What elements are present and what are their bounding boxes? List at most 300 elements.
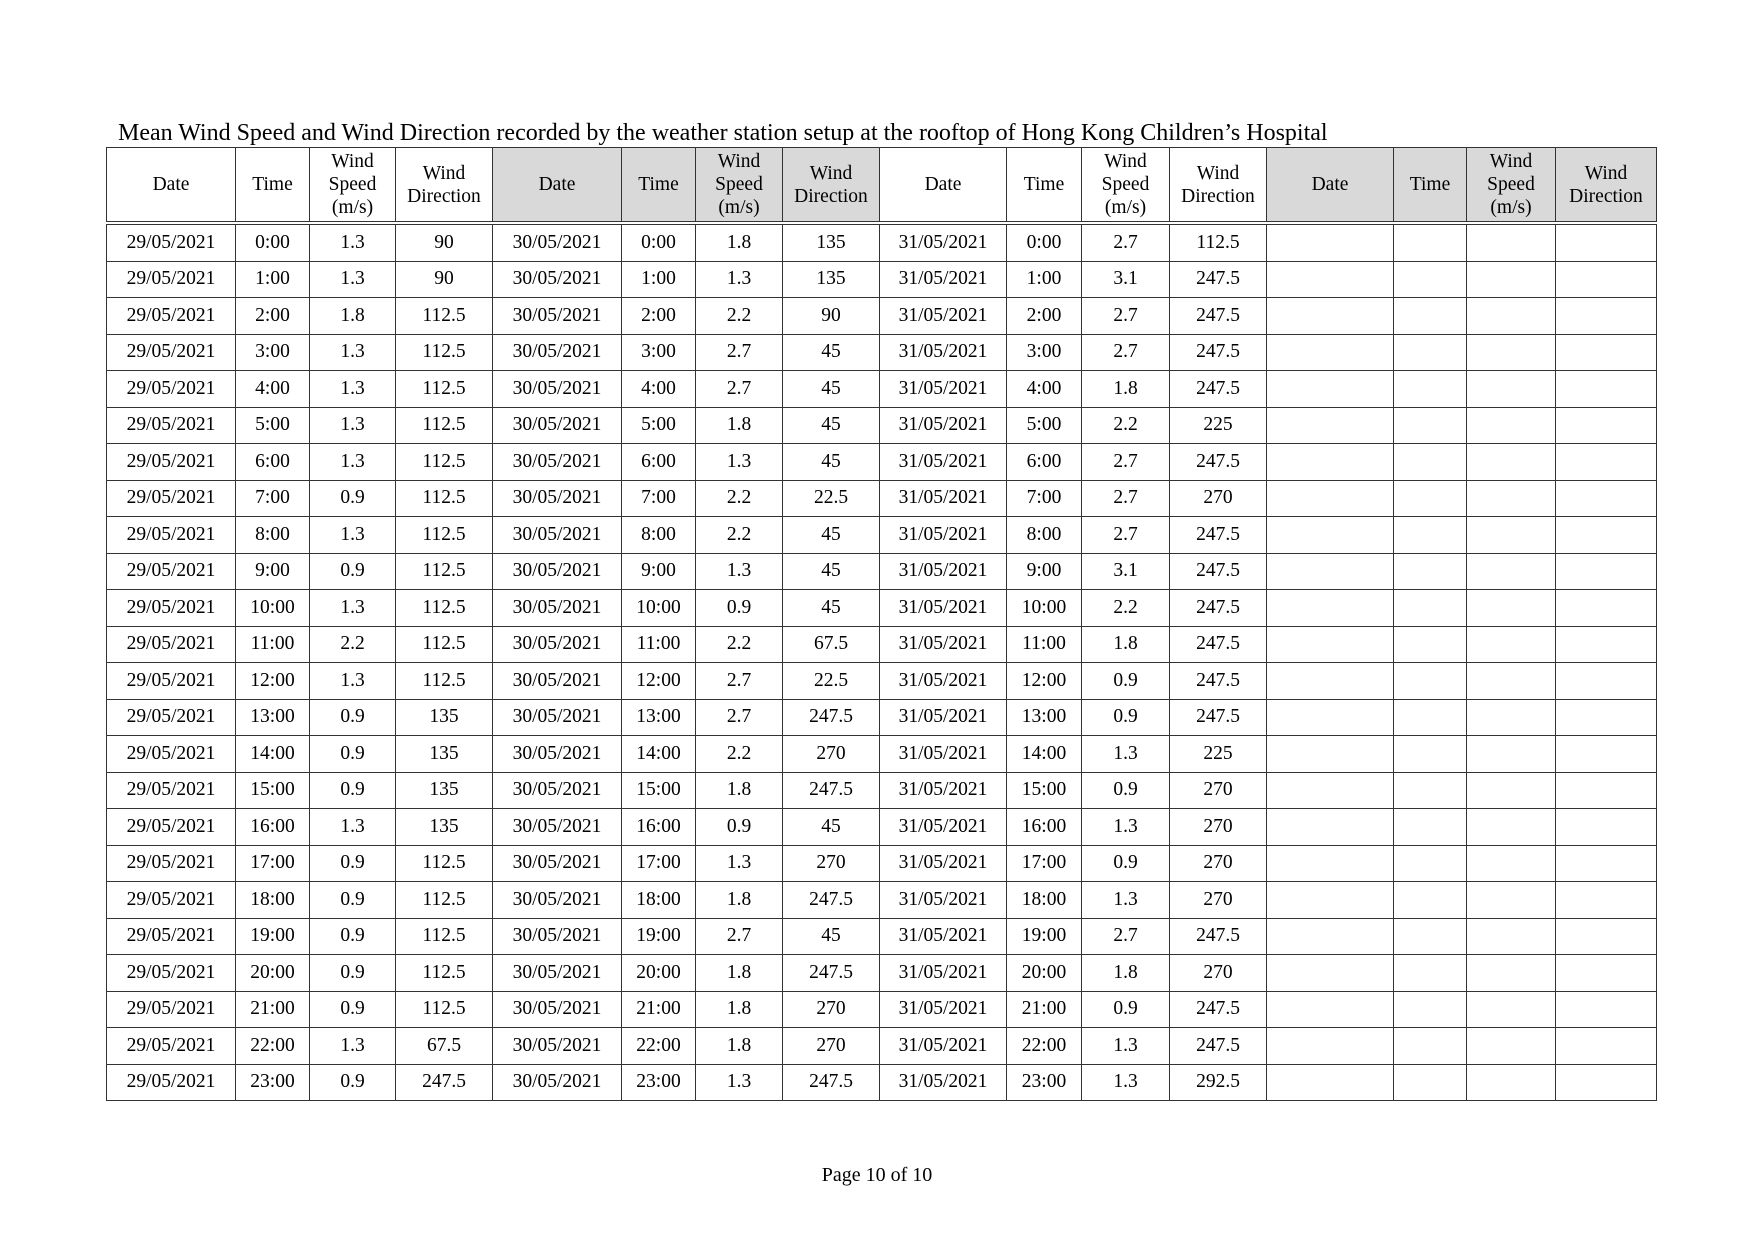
time-cell: 15:00 — [236, 772, 310, 809]
date-cell — [1267, 955, 1394, 992]
wind-direction-cell: 112.5 — [396, 517, 493, 554]
date-cell: 29/05/2021 — [107, 772, 236, 809]
date-cell: 30/05/2021 — [493, 517, 622, 554]
page-number: Page 10 of 10 — [821, 1164, 933, 1186]
wind-speed-cell: 1.3 — [1082, 1028, 1170, 1065]
time-cell — [1394, 553, 1467, 590]
header-wind-speed: Wind Speed (m/s) — [1082, 148, 1170, 224]
time-cell — [1394, 882, 1467, 919]
wind-direction-cell: 135 — [396, 736, 493, 773]
date-cell — [1267, 223, 1394, 261]
date-cell: 29/05/2021 — [107, 699, 236, 736]
wind-speed-cell: 1.3 — [310, 223, 396, 261]
wind-speed-cell: 1.8 — [696, 882, 783, 919]
wind-direction-cell — [1556, 1064, 1657, 1101]
time-cell: 18:00 — [236, 882, 310, 919]
time-cell: 6:00 — [236, 444, 310, 481]
wind-direction-cell: 45 — [783, 517, 880, 554]
wind-speed-cell — [1467, 407, 1556, 444]
time-cell: 22:00 — [236, 1028, 310, 1065]
time-cell: 20:00 — [236, 955, 310, 992]
wind-speed-cell: 1.8 — [696, 955, 783, 992]
wind-speed-cell: 1.3 — [310, 444, 396, 481]
wind-direction-cell: 135 — [783, 223, 880, 261]
wind-direction-cell — [1556, 334, 1657, 371]
wind-direction-cell — [1556, 809, 1657, 846]
date-cell: 29/05/2021 — [107, 626, 236, 663]
wind-direction-cell: 112.5 — [396, 371, 493, 408]
wind-speed-cell: 0.9 — [310, 736, 396, 773]
date-cell — [1267, 444, 1394, 481]
time-cell: 23:00 — [236, 1064, 310, 1101]
wind-speed-cell: 0.9 — [1082, 663, 1170, 700]
wind-speed-cell: 1.8 — [696, 991, 783, 1028]
wind-speed-cell — [1467, 1028, 1556, 1065]
wind-speed-cell: 2.7 — [696, 663, 783, 700]
wind-speed-cell: 0.9 — [310, 882, 396, 919]
time-cell: 17:00 — [622, 845, 696, 882]
wind-speed-cell — [1467, 371, 1556, 408]
date-cell: 31/05/2021 — [880, 772, 1007, 809]
time-cell: 18:00 — [1007, 882, 1082, 919]
wind-direction-cell — [1556, 663, 1657, 700]
time-cell: 12:00 — [236, 663, 310, 700]
wind-speed-cell — [1467, 882, 1556, 919]
header-wind-speed: Wind Speed (m/s) — [310, 148, 396, 224]
header-time: Time — [1394, 148, 1467, 224]
wind-direction-cell: 270 — [783, 991, 880, 1028]
header-date: Date — [1267, 148, 1394, 224]
wind-speed-cell: 0.9 — [310, 553, 396, 590]
time-cell: 5:00 — [236, 407, 310, 444]
date-cell — [1267, 845, 1394, 882]
wind-direction-cell — [1556, 407, 1657, 444]
date-cell: 31/05/2021 — [880, 845, 1007, 882]
wind-speed-cell — [1467, 626, 1556, 663]
date-cell: 31/05/2021 — [880, 334, 1007, 371]
table-row — [107, 918, 1657, 955]
wind-speed-cell: 1.3 — [696, 261, 783, 298]
time-cell: 20:00 — [622, 955, 696, 992]
table-row — [107, 663, 1657, 700]
time-cell — [1394, 918, 1467, 955]
date-cell: 30/05/2021 — [493, 991, 622, 1028]
time-cell: 5:00 — [622, 407, 696, 444]
wind-speed-cell: 1.3 — [696, 553, 783, 590]
wind-direction-cell: 112.5 — [396, 480, 493, 517]
time-cell — [1394, 991, 1467, 1028]
time-cell: 6:00 — [1007, 444, 1082, 481]
date-cell: 31/05/2021 — [880, 882, 1007, 919]
wind-speed-cell: 0.9 — [310, 699, 396, 736]
wind-speed-cell: 1.8 — [696, 407, 783, 444]
time-cell: 11:00 — [622, 626, 696, 663]
wind-direction-cell: 112.5 — [396, 626, 493, 663]
wind-speed-cell — [1467, 663, 1556, 700]
time-cell: 23:00 — [622, 1064, 696, 1101]
time-cell: 15:00 — [622, 772, 696, 809]
wind-direction-cell: 247.5 — [783, 1064, 880, 1101]
wind-speed-cell — [1467, 955, 1556, 992]
date-cell — [1267, 772, 1394, 809]
header-wind-direction: Wind Direction — [396, 148, 493, 224]
wind-speed-cell: 0.9 — [310, 845, 396, 882]
wind-direction-cell: 247.5 — [1170, 371, 1267, 408]
header-date: Date — [107, 148, 236, 224]
time-cell: 2:00 — [622, 298, 696, 335]
date-cell — [1267, 298, 1394, 335]
wind-speed-cell: 0.9 — [1082, 991, 1170, 1028]
wind-direction-cell: 67.5 — [783, 626, 880, 663]
wind-direction-cell — [1556, 553, 1657, 590]
time-cell: 21:00 — [1007, 991, 1082, 1028]
wind-direction-cell — [1556, 298, 1657, 335]
table-row — [107, 699, 1657, 736]
wind-speed-cell: 0.9 — [310, 480, 396, 517]
wind-direction-cell: 225 — [1170, 736, 1267, 773]
wind-speed-cell: 1.3 — [310, 371, 396, 408]
wind-direction-cell: 247.5 — [783, 955, 880, 992]
table-row — [107, 955, 1657, 992]
wind-direction-cell: 270 — [1170, 955, 1267, 992]
wind-direction-cell — [1556, 480, 1657, 517]
wind-speed-cell: 0.9 — [310, 918, 396, 955]
wind-direction-cell: 247.5 — [1170, 663, 1267, 700]
wind-speed-cell: 1.3 — [696, 845, 783, 882]
date-cell: 29/05/2021 — [107, 882, 236, 919]
time-cell: 13:00 — [622, 699, 696, 736]
wind-speed-cell — [1467, 845, 1556, 882]
wind-direction-cell: 247.5 — [1170, 444, 1267, 481]
wind-direction-cell: 45 — [783, 444, 880, 481]
wind-speed-cell — [1467, 223, 1556, 261]
wind-speed-cell: 1.8 — [1082, 955, 1170, 992]
time-cell: 18:00 — [622, 882, 696, 919]
time-cell: 8:00 — [1007, 517, 1082, 554]
header-time: Time — [236, 148, 310, 224]
wind-direction-cell: 112.5 — [396, 298, 493, 335]
wind-direction-cell — [1556, 261, 1657, 298]
table-row — [107, 334, 1657, 371]
time-cell — [1394, 261, 1467, 298]
date-cell: 30/05/2021 — [493, 334, 622, 371]
date-cell: 31/05/2021 — [880, 918, 1007, 955]
wind-direction-cell: 135 — [396, 772, 493, 809]
wind-speed-cell — [1467, 553, 1556, 590]
date-cell — [1267, 517, 1394, 554]
date-cell: 29/05/2021 — [107, 1028, 236, 1065]
table-row — [107, 298, 1657, 335]
time-cell: 9:00 — [1007, 553, 1082, 590]
wind-direction-cell: 247.5 — [1170, 334, 1267, 371]
wind-direction-cell: 112.5 — [396, 955, 493, 992]
date-cell — [1267, 626, 1394, 663]
date-cell — [1267, 371, 1394, 408]
time-cell: 3:00 — [622, 334, 696, 371]
wind-direction-cell — [1556, 772, 1657, 809]
wind-direction-cell: 247.5 — [1170, 517, 1267, 554]
wind-speed-cell: 0.9 — [1082, 699, 1170, 736]
wind-direction-cell — [1556, 955, 1657, 992]
date-cell: 31/05/2021 — [880, 955, 1007, 992]
time-cell: 21:00 — [622, 991, 696, 1028]
table-row — [107, 223, 1657, 261]
time-cell: 4:00 — [622, 371, 696, 408]
wind-speed-cell: 0.9 — [310, 1064, 396, 1101]
date-cell — [1267, 699, 1394, 736]
wind-speed-cell — [1467, 298, 1556, 335]
wind-speed-cell — [1467, 261, 1556, 298]
time-cell: 16:00 — [1007, 809, 1082, 846]
header-time: Time — [622, 148, 696, 224]
wind-direction-cell — [1556, 736, 1657, 773]
date-cell: 31/05/2021 — [880, 553, 1007, 590]
wind-direction-cell: 247.5 — [783, 699, 880, 736]
table-row — [107, 845, 1657, 882]
header-time: Time — [1007, 148, 1082, 224]
date-cell — [1267, 590, 1394, 627]
time-cell: 5:00 — [1007, 407, 1082, 444]
time-cell: 7:00 — [1007, 480, 1082, 517]
wind-speed-cell: 1.3 — [310, 1028, 396, 1065]
time-cell: 15:00 — [1007, 772, 1082, 809]
header-wind-speed: Wind Speed (m/s) — [1467, 148, 1556, 224]
time-cell: 4:00 — [236, 371, 310, 408]
wind-speed-cell: 0.9 — [310, 991, 396, 1028]
wind-speed-cell: 1.3 — [696, 1064, 783, 1101]
time-cell — [1394, 371, 1467, 408]
time-cell: 1:00 — [236, 261, 310, 298]
time-cell: 3:00 — [236, 334, 310, 371]
wind-direction-cell: 270 — [783, 845, 880, 882]
wind-direction-cell — [1556, 882, 1657, 919]
time-cell: 10:00 — [1007, 590, 1082, 627]
time-cell: 17:00 — [236, 845, 310, 882]
date-cell: 29/05/2021 — [107, 334, 236, 371]
header-date: Date — [880, 148, 1007, 224]
date-cell: 29/05/2021 — [107, 955, 236, 992]
date-cell: 29/05/2021 — [107, 371, 236, 408]
wind-speed-cell: 3.1 — [1082, 553, 1170, 590]
time-cell — [1394, 223, 1467, 261]
wind-speed-cell: 2.2 — [310, 626, 396, 663]
table-row — [107, 261, 1657, 298]
wind-speed-cell: 1.8 — [696, 772, 783, 809]
time-cell — [1394, 517, 1467, 554]
wind-direction-cell: 112.5 — [1170, 223, 1267, 261]
wind-direction-cell — [1556, 371, 1657, 408]
date-cell: 30/05/2021 — [493, 809, 622, 846]
wind-speed-cell: 2.7 — [696, 371, 783, 408]
time-cell — [1394, 298, 1467, 335]
date-cell: 29/05/2021 — [107, 845, 236, 882]
time-cell: 13:00 — [236, 699, 310, 736]
wind-speed-cell: 1.3 — [310, 663, 396, 700]
time-cell — [1394, 699, 1467, 736]
wind-speed-cell — [1467, 809, 1556, 846]
time-cell: 4:00 — [1007, 371, 1082, 408]
date-cell: 29/05/2021 — [107, 918, 236, 955]
wind-speed-cell: 1.8 — [696, 223, 783, 261]
wind-speed-cell: 2.2 — [1082, 590, 1170, 627]
table-row — [107, 1064, 1657, 1101]
time-cell — [1394, 663, 1467, 700]
time-cell: 16:00 — [236, 809, 310, 846]
date-cell: 30/05/2021 — [493, 553, 622, 590]
table-row — [107, 772, 1657, 809]
wind-direction-cell: 247.5 — [1170, 553, 1267, 590]
date-cell: 29/05/2021 — [107, 298, 236, 335]
wind-speed-cell: 1.8 — [696, 1028, 783, 1065]
wind-direction-cell: 247.5 — [1170, 1028, 1267, 1065]
table-row — [107, 553, 1657, 590]
header-row — [107, 148, 1657, 224]
wind-speed-cell: 2.2 — [696, 736, 783, 773]
time-cell: 14:00 — [622, 736, 696, 773]
time-cell: 19:00 — [236, 918, 310, 955]
wind-direction-cell: 22.5 — [783, 663, 880, 700]
wind-data-table — [106, 147, 1657, 1101]
wind-direction-cell — [1556, 699, 1657, 736]
date-cell — [1267, 261, 1394, 298]
wind-direction-cell: 90 — [396, 223, 493, 261]
wind-direction-cell: 135 — [396, 699, 493, 736]
wind-direction-cell: 112.5 — [396, 407, 493, 444]
wind-speed-cell: 2.2 — [1082, 407, 1170, 444]
date-cell — [1267, 663, 1394, 700]
time-cell: 22:00 — [1007, 1028, 1082, 1065]
wind-direction-cell: 45 — [783, 371, 880, 408]
date-cell: 31/05/2021 — [880, 809, 1007, 846]
time-cell: 14:00 — [236, 736, 310, 773]
wind-direction-cell: 45 — [783, 809, 880, 846]
wind-speed-cell — [1467, 918, 1556, 955]
date-cell: 29/05/2021 — [107, 407, 236, 444]
date-cell: 31/05/2021 — [880, 736, 1007, 773]
wind-speed-cell — [1467, 334, 1556, 371]
wind-direction-cell: 247.5 — [1170, 699, 1267, 736]
wind-speed-cell: 2.7 — [696, 918, 783, 955]
time-cell: 11:00 — [236, 626, 310, 663]
wind-speed-cell: 2.7 — [1082, 223, 1170, 261]
time-cell: 0:00 — [236, 223, 310, 261]
time-cell: 10:00 — [236, 590, 310, 627]
wind-speed-cell: 1.3 — [310, 407, 396, 444]
wind-direction-cell — [1556, 626, 1657, 663]
wind-direction-cell: 270 — [1170, 882, 1267, 919]
wind-direction-cell: 112.5 — [396, 444, 493, 481]
time-cell: 0:00 — [622, 223, 696, 261]
wind-direction-cell: 270 — [783, 1028, 880, 1065]
wind-direction-cell: 135 — [396, 809, 493, 846]
date-cell: 30/05/2021 — [493, 371, 622, 408]
wind-speed-cell — [1467, 772, 1556, 809]
wind-speed-cell — [1467, 517, 1556, 554]
wind-speed-cell: 0.9 — [696, 809, 783, 846]
time-cell: 9:00 — [236, 553, 310, 590]
wind-speed-cell: 2.7 — [1082, 444, 1170, 481]
header-wind-direction: Wind Direction — [783, 148, 880, 224]
date-cell: 30/05/2021 — [493, 444, 622, 481]
date-cell — [1267, 882, 1394, 919]
time-cell: 20:00 — [1007, 955, 1082, 992]
wind-direction-cell: 225 — [1170, 407, 1267, 444]
date-cell: 30/05/2021 — [493, 223, 622, 261]
wind-direction-cell: 270 — [783, 736, 880, 773]
wind-speed-cell: 0.9 — [1082, 845, 1170, 882]
wind-direction-cell: 45 — [783, 334, 880, 371]
time-cell: 1:00 — [622, 261, 696, 298]
table-row — [107, 444, 1657, 481]
wind-direction-cell: 247.5 — [783, 882, 880, 919]
wind-direction-cell: 270 — [1170, 772, 1267, 809]
date-cell — [1267, 991, 1394, 1028]
date-cell — [1267, 1028, 1394, 1065]
wind-direction-cell — [1556, 845, 1657, 882]
wind-speed-cell: 1.3 — [310, 261, 396, 298]
time-cell: 1:00 — [1007, 261, 1082, 298]
date-cell: 29/05/2021 — [107, 809, 236, 846]
wind-speed-cell: 1.3 — [1082, 736, 1170, 773]
time-cell: 8:00 — [236, 517, 310, 554]
time-cell: 14:00 — [1007, 736, 1082, 773]
date-cell: 30/05/2021 — [493, 407, 622, 444]
time-cell: 7:00 — [236, 480, 310, 517]
time-cell: 7:00 — [622, 480, 696, 517]
time-cell: 22:00 — [622, 1028, 696, 1065]
wind-speed-cell: 2.7 — [1082, 918, 1170, 955]
date-cell: 29/05/2021 — [107, 590, 236, 627]
wind-direction-cell: 90 — [783, 298, 880, 335]
wind-direction-cell: 112.5 — [396, 991, 493, 1028]
date-cell: 30/05/2021 — [493, 918, 622, 955]
date-cell: 29/05/2021 — [107, 1064, 236, 1101]
wind-speed-cell: 2.7 — [1082, 517, 1170, 554]
wind-direction-cell: 45 — [783, 553, 880, 590]
date-cell: 31/05/2021 — [880, 261, 1007, 298]
date-cell: 31/05/2021 — [880, 517, 1007, 554]
wind-speed-cell: 2.7 — [696, 699, 783, 736]
wind-direction-cell — [1556, 918, 1657, 955]
time-cell: 19:00 — [622, 918, 696, 955]
time-cell: 11:00 — [1007, 626, 1082, 663]
time-cell — [1394, 626, 1467, 663]
wind-speed-cell: 2.2 — [696, 480, 783, 517]
wind-direction-cell: 45 — [783, 918, 880, 955]
date-cell: 29/05/2021 — [107, 223, 236, 261]
wind-speed-cell: 2.7 — [696, 334, 783, 371]
table-row — [107, 882, 1657, 919]
date-cell — [1267, 918, 1394, 955]
date-cell: 31/05/2021 — [880, 991, 1007, 1028]
date-cell: 30/05/2021 — [493, 882, 622, 919]
table-row — [107, 809, 1657, 846]
time-cell: 12:00 — [1007, 663, 1082, 700]
wind-direction-cell: 270 — [1170, 845, 1267, 882]
wind-direction-cell: 22.5 — [783, 480, 880, 517]
wind-direction-cell — [1556, 991, 1657, 1028]
header-wind-direction: Wind Direction — [1170, 148, 1267, 224]
wind-direction-cell: 112.5 — [396, 553, 493, 590]
time-cell: 21:00 — [236, 991, 310, 1028]
wind-speed-cell: 1.3 — [310, 590, 396, 627]
wind-direction-cell: 45 — [783, 407, 880, 444]
time-cell: 12:00 — [622, 663, 696, 700]
date-cell — [1267, 809, 1394, 846]
wind-speed-cell: 1.8 — [310, 298, 396, 335]
date-cell: 31/05/2021 — [880, 626, 1007, 663]
time-cell — [1394, 480, 1467, 517]
